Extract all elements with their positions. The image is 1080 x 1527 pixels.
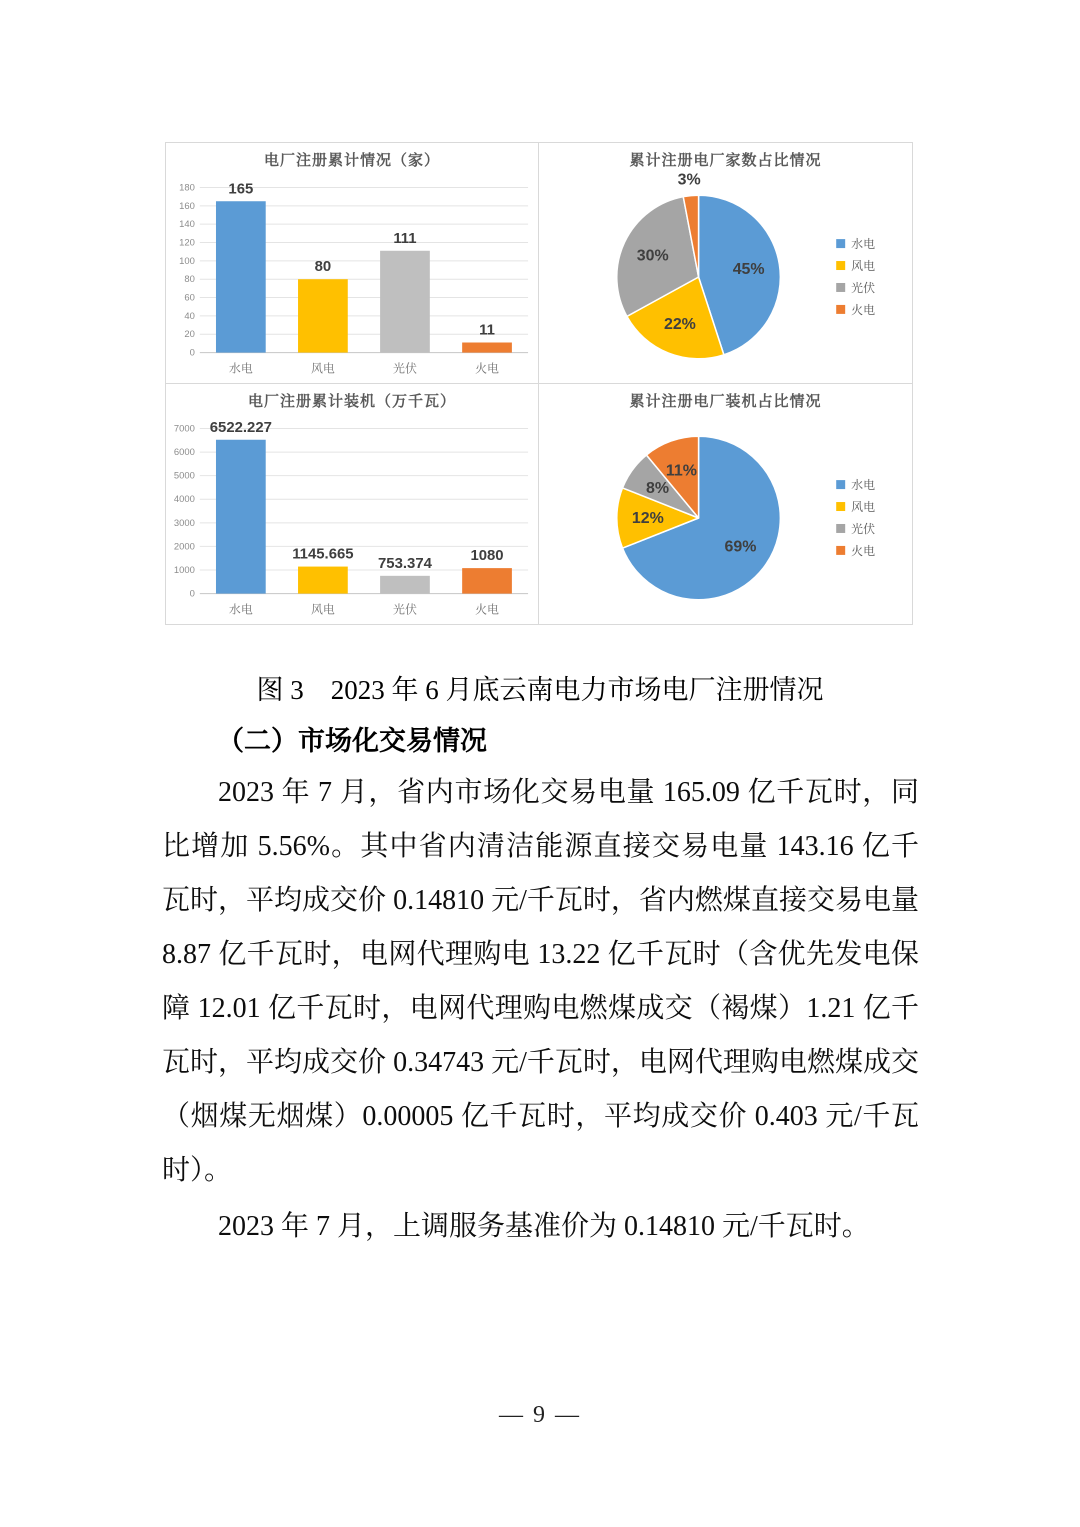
chart-title: 累计注册电厂装机占比情况 xyxy=(629,393,822,410)
pie-percent-label: 3% xyxy=(677,173,701,189)
figure-3-chart-grid xyxy=(165,142,913,625)
y-axis-tick-label: 40 xyxy=(184,310,195,322)
paragraph-base-price: 2023 年 7 月，上调服务基准价为 0.14810 元/千瓦时。 xyxy=(218,1211,870,1242)
x-axis-category-label: 火电 xyxy=(475,601,499,616)
y-axis-tick-label: 2000 xyxy=(173,540,195,552)
x-axis-category-label: 火电 xyxy=(475,361,499,376)
legend-swatch-icon xyxy=(836,502,845,511)
chart-title: 电厂注册累计装机（万千瓦） xyxy=(247,393,456,410)
bar-segment xyxy=(462,343,512,353)
y-axis-tick-label: 4000 xyxy=(173,493,195,505)
pie-percent-label: 30% xyxy=(636,247,669,265)
pie-chart-plant-count-share xyxy=(539,143,912,384)
bar-value-label: 111 xyxy=(393,230,417,247)
bar-chart-capacity-canvas xyxy=(166,414,538,622)
y-axis-tick-label: 0 xyxy=(189,347,195,359)
y-axis-tick-label: 140 xyxy=(179,219,195,231)
y-axis-tick-label: 80 xyxy=(184,274,195,286)
bar-value-label: 1145.665 xyxy=(292,546,354,563)
bar-value-label: 80 xyxy=(314,259,332,276)
legend-label: 水电 xyxy=(851,237,876,252)
pie-percent-label: 8% xyxy=(646,479,670,497)
x-axis-category-label: 风电 xyxy=(310,601,335,616)
y-axis-tick-label: 1000 xyxy=(173,564,195,576)
legend-label: 光伏 xyxy=(851,521,876,536)
x-axis-category-label: 风电 xyxy=(310,361,335,376)
pie-percent-label: 45% xyxy=(732,261,765,279)
legend-swatch-icon xyxy=(836,283,845,292)
y-axis-tick-label: 160 xyxy=(179,200,195,212)
body-text xyxy=(162,766,919,1254)
legend-label: 水电 xyxy=(851,477,876,492)
y-axis-tick-label: 7000 xyxy=(173,422,195,434)
pie-percent-label: 12% xyxy=(631,509,664,527)
bar-chart-plant-count-canvas xyxy=(166,173,538,381)
y-axis-tick-label: 120 xyxy=(179,237,195,249)
bar-value-label: 11 xyxy=(479,322,495,339)
x-axis-category-label: 水电 xyxy=(228,601,253,616)
bar-value-label: 6522.227 xyxy=(209,419,272,436)
bar-segment xyxy=(216,439,266,593)
y-axis-tick-label: 0 xyxy=(189,588,195,600)
legend-swatch-icon xyxy=(836,261,845,270)
legend-label: 火电 xyxy=(851,302,876,317)
y-axis-tick-label: 20 xyxy=(184,329,195,341)
bar-segment xyxy=(298,279,348,352)
bar-segment xyxy=(462,568,512,593)
legend-swatch-icon xyxy=(836,523,845,532)
bar-value-label: 753.374 xyxy=(378,555,432,572)
pie-chart-plant-count-share-canvas xyxy=(539,173,912,381)
bar-segment xyxy=(380,575,430,593)
legend-swatch-icon xyxy=(836,545,845,554)
pie-chart-capacity-share xyxy=(539,384,912,625)
pie-percent-label: 22% xyxy=(663,316,696,334)
chart-title: 电厂注册累计情况（家） xyxy=(263,153,440,169)
pie-chart-capacity-share-canvas xyxy=(539,414,912,622)
pie-percent-label: 69% xyxy=(724,537,757,555)
bar-segment xyxy=(380,251,430,353)
page-number: — 9 — xyxy=(499,1402,581,1428)
x-axis-category-label: 光伏 xyxy=(393,361,417,376)
section-heading: （二）市场化交易情况 xyxy=(217,726,487,756)
y-axis-tick-label: 5000 xyxy=(173,470,195,482)
chart-title: 累计注册电厂家数占比情况 xyxy=(629,153,822,169)
legend-swatch-icon xyxy=(836,239,845,248)
legend-label: 光伏 xyxy=(851,280,876,295)
y-axis-tick-label: 3000 xyxy=(173,517,195,529)
legend-label: 火电 xyxy=(851,543,876,558)
bar-segment xyxy=(216,201,266,352)
legend-label: 风电 xyxy=(851,499,876,514)
bar-value-label: 1080 xyxy=(470,547,504,564)
y-axis-tick-label: 100 xyxy=(179,255,195,267)
bar-value-label: 165 xyxy=(228,181,254,198)
bar-chart-plant-count xyxy=(166,143,539,384)
y-axis-tick-label: 60 xyxy=(184,292,195,304)
bar-segment xyxy=(298,566,348,593)
paragraph-market-trading: 2023 年 7 月，省内市场化交易电量 165.09 亿千瓦时，同比增加 5.56%。其中省内清洁能源直接交易电量 143.16 亿千瓦时，平均成交价 0.14810 元/千瓦时，省内燃煤直接交易电量 8.87 亿千瓦时，电网代理购电 13.22 亿千瓦时（含优先发电保障 12.01 亿千瓦时，电网代理购电燃煤成交（褐煤）1.21 亿千瓦时，平均成交价 0.34743 元/千瓦时，电网代理购电燃煤成交（烟煤无烟煤）0.00005 亿千瓦时，平均成交价 0.403 元/千瓦时）。 xyxy=(162,777,919,1186)
x-axis-category-label: 光伏 xyxy=(393,601,417,616)
legend-swatch-icon xyxy=(836,480,845,489)
legend-label: 风电 xyxy=(851,259,876,274)
figure-caption: 图 3 2023 年 6 月底云南电力市场电厂注册情况 xyxy=(256,675,824,705)
bar-chart-capacity xyxy=(166,384,539,625)
y-axis-tick-label: 180 xyxy=(179,182,195,194)
y-axis-tick-label: 6000 xyxy=(173,446,195,458)
pie-percent-label: 11% xyxy=(665,461,697,479)
x-axis-category-label: 水电 xyxy=(228,361,253,376)
legend-swatch-icon xyxy=(836,305,845,314)
